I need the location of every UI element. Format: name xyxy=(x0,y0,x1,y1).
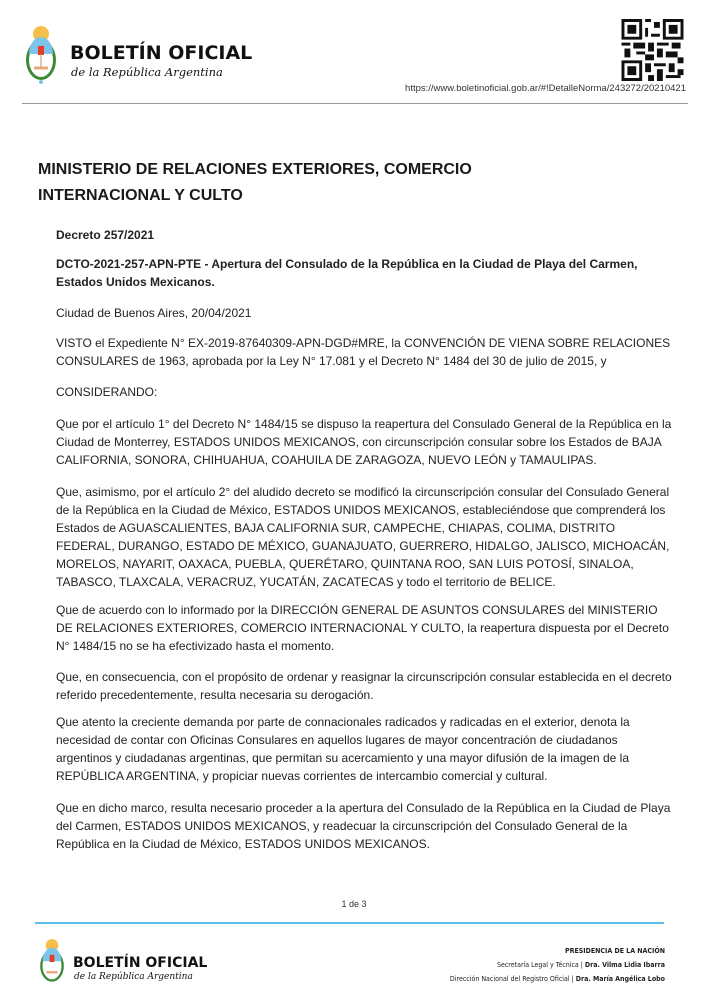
body-paragraph xyxy=(56,668,672,704)
official-name: Dra. María Angélica Lobo xyxy=(575,975,665,983)
body-paragraph xyxy=(56,334,671,370)
argentina-coat-of-arms-icon xyxy=(22,24,60,86)
logo-subtitle: de la República Argentina xyxy=(71,65,223,79)
paragraph-line: DE RELACIONES EXTERIORES, COMERCIO INTERNACIONAL Y CULTO, la reapertura dispuesta por el Decreto xyxy=(56,621,669,635)
paragraph-line: Que de acuerdo con lo informado por la DIRECCIÓN GENERAL DE ASUNTOS CONSULARES del MINISTERIO xyxy=(56,603,658,617)
document-url[interactable]: https://www.boletinoficial.gob.ar/#!DetalleNorma/243272/20210421 xyxy=(405,83,686,94)
summary-line: Estados Unidos Mexicanos. xyxy=(56,275,215,289)
body-paragraph xyxy=(56,799,671,853)
paragraph-line: Que por el artículo 1° del Decreto N° 1484/15 se dispuso la reapertura del Consulado General de la República en la xyxy=(56,417,672,431)
body-paragraph xyxy=(56,415,672,469)
body-paragraph xyxy=(56,383,656,401)
footer-divider xyxy=(35,922,664,924)
place-date: Ciudad de Buenos Aires, 20/04/2021 xyxy=(56,306,252,320)
office: Dirección Nacional del Registro Oficial xyxy=(449,975,570,983)
paragraph-line: necesidad de contar con Oficinas Consulares en aquellos lugares de mayor concentración de ciudadanos xyxy=(56,733,618,747)
ministry-heading xyxy=(38,157,472,209)
paragraph-line: del Carmen, ESTADOS UNIDOS MEXICANOS, y readecuar la circunscripción del Consulado General de la xyxy=(56,819,628,833)
presidency: PRESIDENCIA DE LA NACIÓN xyxy=(564,947,665,955)
body-paragraph xyxy=(56,713,656,785)
ministry-line: INTERNACIONAL Y CULTO xyxy=(38,187,243,204)
qr-code-icon xyxy=(621,19,684,81)
footer-logo-subtitle: de la República Argentina xyxy=(74,972,193,982)
logo-title: BOLETÍN OFICIAL xyxy=(70,42,253,64)
decree-number: Decreto 257/2021 xyxy=(56,228,155,242)
paragraph-line: Que atento la creciente demanda por parte de connacionales radicados y radicadas en el exterior, denota la xyxy=(56,715,630,729)
office: Secretaría Legal y Técnica xyxy=(496,961,579,969)
paragraph-line: argentinos y ciudadanas argentinas, que permitan su acercamiento y una mayor difusión de la imagen de la xyxy=(56,751,630,765)
paragraph-line: Que, asimismo, por el artículo 2° del aludido decreto se modificó la circunscripción consular del Consulado General xyxy=(56,485,670,499)
paragraph-line: TABASCO, TLAXCALA, VERACRUZ, YUCATÁN, ZACATECAS y todo el territorio de BELICE. xyxy=(56,575,556,589)
footer-credits xyxy=(450,944,665,986)
paragraph-line: de la República en la Ciudad de México, ESTADOS UNIDOS MEXICANOS, estableciéndose que comprenderá los xyxy=(56,503,666,517)
official-name: Dra. Vilma Lidia Ibarra xyxy=(584,961,665,969)
paragraph-line: CONSULARES de 1963, aprobada por la Ley N° 17.081 y el Decreto N° 1484 del 30 de julio de 2015, y xyxy=(56,354,607,368)
footer-logo-title: BOLETÍN OFICIAL xyxy=(73,955,208,971)
credit-line-2: Dirección Nacional del Registro Oficial | Dra. María Angélica Lobo xyxy=(449,975,665,983)
body-paragraph xyxy=(56,601,669,655)
page-number: 1 de 3 xyxy=(341,899,367,909)
paragraph-line: Estados de AGUASCALIENTES, BAJA CALIFORNIA SUR, CAMPECHE, CHIAPAS, COLIMA, DISTRITO xyxy=(56,521,616,535)
paragraph-line: Que en dicho marco, resulta necesario proceder a la apertura del Consulado de la República en la Ciudad de Playa xyxy=(56,801,671,815)
paragraph-line: VISTO el Expediente N° EX-2019-87640309-APN-DGD#MRE, la CONVENCIÓN DE VIENA SOBRE RELACIONES xyxy=(56,336,671,350)
paragraph-line: MORELOS, NAYARIT, OAXACA, PUEBLA, QUERÉTARO, QUINTANA ROO, SAN LUIS POTOSÍ, SINALOA, xyxy=(56,557,634,571)
paragraph-line: referido precedentemente, resulta necesaria su derogación. xyxy=(56,688,374,702)
paragraph-line: REPÚBLICA ARGENTINA, y propiciar nuevas corrientes de intercambio comercial y cultural. xyxy=(56,769,548,783)
paragraph-line: CALIFORNIA, SONORA, CHIHUAHUA, COAHUILA DE ZARAGOZA, NUEVO LEÓN y TAMAULIPAS. xyxy=(56,453,597,467)
summary-line: DCTO-2021-257-APN-PTE - Apertura del Consulado de la República en la Ciudad de Playa del Carmen, xyxy=(56,257,638,271)
paragraph-line: República en la Ciudad de México, ESTADOS UNIDOS MEXICANOS. xyxy=(56,837,430,851)
credit-line-1: Secretaría Legal y Técnica | Dra. Vilma Lidia Ibarra xyxy=(496,961,665,969)
paragraph-line: N° 1484/15 no se ha efectivizado hasta el momento. xyxy=(56,639,335,653)
header-divider xyxy=(22,103,688,104)
decree-summary xyxy=(56,255,656,291)
argentina-coat-of-arms-icon xyxy=(37,937,67,987)
paragraph-line: Que, en consecuencia, con el propósito de ordenar y reasignar la circunscripción consular establecida en el decreto xyxy=(56,670,672,684)
ministry-line: MINISTERIO DE RELACIONES EXTERIORES, COMERCIO xyxy=(38,161,472,178)
paragraph-line: CONSIDERANDO: xyxy=(56,385,158,399)
paragraph-line: FEDERAL, DURANGO, ESTADO DE MÉXICO, GUANAJUATO, GUERRERO, HIDALGO, JALISCO, MICHOACÁN, xyxy=(56,539,670,553)
paragraph-line: Ciudad de Monterrey, ESTADOS UNIDOS MEXICANOS, con circunscripción consular sobre los Estados de BAJA xyxy=(56,435,662,449)
body-paragraph xyxy=(56,483,670,591)
